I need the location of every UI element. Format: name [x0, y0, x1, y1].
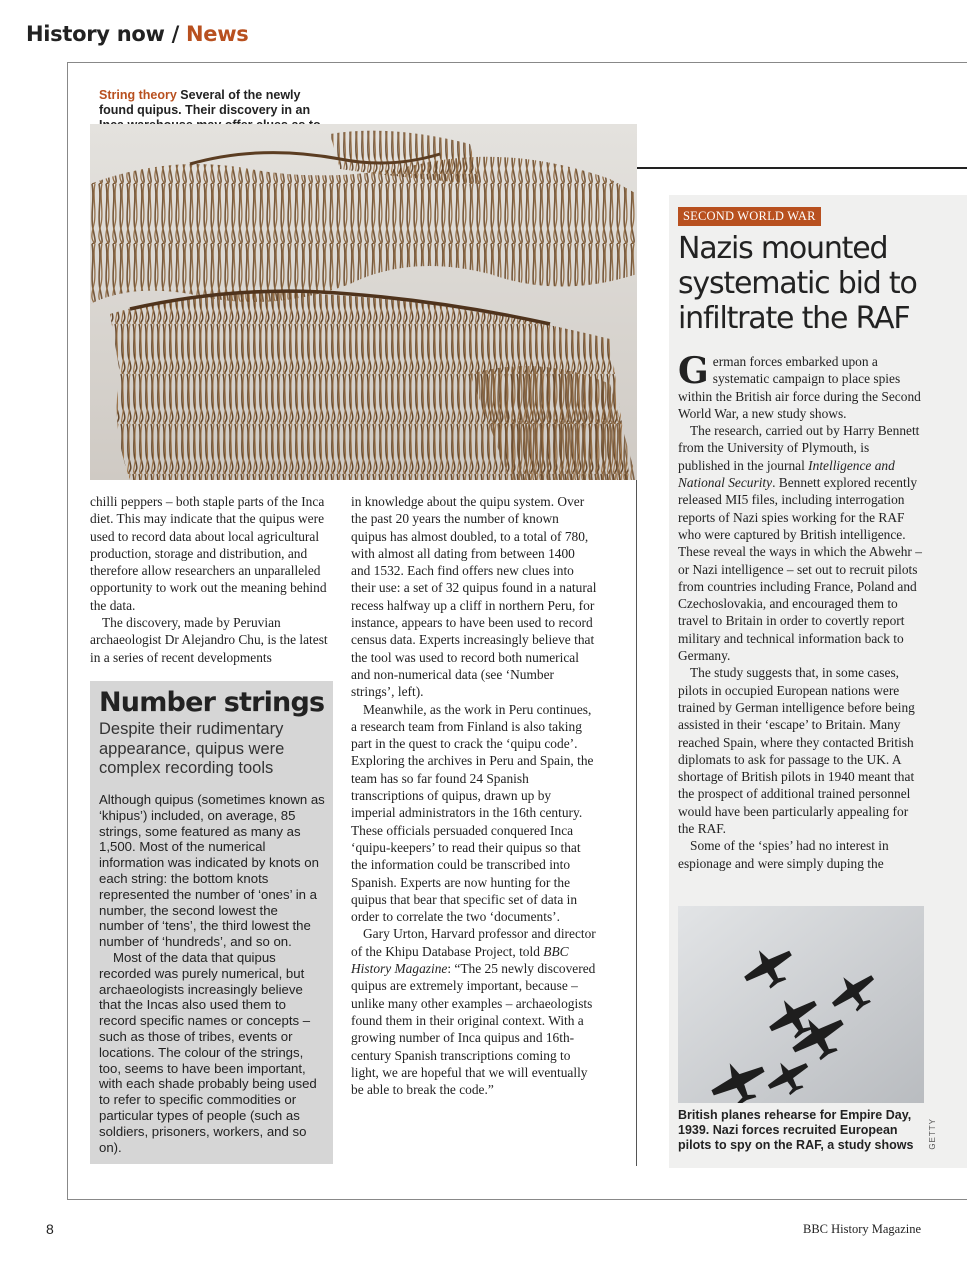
quote-lead: Gary Urton, Harvard professor and director of the Khipu Database Project, told — [351, 926, 596, 959]
photo-credit: GETTY — [928, 1118, 937, 1150]
planes-photo-caption: British planes rehearse for Empire Day, 1939. Nazi forces recruited European pilots to spy on the RAF, a study shows — [678, 1108, 914, 1152]
page-header — [26, 22, 249, 46]
article-paragraph: Some of the ‘spies’ had no interest in espionage and were simply duping the — [678, 838, 889, 871]
article-paragraph: The study suggests that, in some cases, pilots in occupied European nations were trained by German intelligence before being assisted in their ‘escape’ to Britain. Many reached Spain, where they contacted British diplomats to ask for passage to the UK. A shortage of British pilots in 1940 meant that the prospect of additional trained personnel would have been particularly appealing for the RAF. — [678, 665, 915, 837]
box-paragraph: Most of the data that quipus recorded was purely numerical, but archaeologists increasingly believe that the Incas also used them to record specific names or concepts – such as those of tribes, events or locations. The colour of the strings, too, seems to have been important, with each shade probably being used to refer to specific commodities or particular types of people (such as soldiers, prisoners, workers, and so on). — [99, 949, 317, 1155]
caption-text: Several of the newly found quipus. Their discovery in an — [99, 88, 311, 117]
article-paragraph-quote — [351, 925, 597, 1098]
magazine-title: BBC History Magazine — [351, 943, 569, 977]
section-name: History now — [26, 22, 165, 46]
lead-text: erman forces embarked upon a systematic campaign to place spies within the British air force during the Second World War, a new study shows. — [678, 354, 921, 421]
nazi-article-body — [678, 350, 924, 872]
article-paragraph: The discovery, made by Peruvian archaeologist Dr Alejandro Chu, is the latest in a series of recent developments — [90, 615, 328, 665]
quipu-photo — [90, 124, 637, 480]
box-title: Number strings — [99, 687, 325, 718]
article-headline: Nazis mounted systematic bid to infiltrate the RAF — [678, 231, 917, 336]
caption-lead: String theory — [99, 88, 177, 102]
page-number: 8 — [46, 1221, 54, 1237]
article-paragraph: chilli peppers – both staple parts of the Inca diet. This may indicate that the quipus were used to record data about local agricultural production, storage and distribution, and therefore allow researchers an unparalleled opportunity to work out the meaning behind the data. — [90, 494, 327, 613]
journal-title: Intelligence and National Security — [678, 457, 895, 491]
article-paragraph: in knowledge about the quipu system. Over the past 20 years the number of known quipus has almost doubled, to a total of 780, with almost all dating from between 1400 and 1532. Each find offers new clues into their use: a set of 32 quipus found in a natural recess halfway up a cliff in northern Peru, for instance, appears to have been used to record census data. Experts increasingly believe that the tool was used to record both numerical and non-numerical data (see ‘Number strings’, left). — [351, 494, 597, 700]
paragraph-text: The research, carried out by Harry Bennett from the University of Plymouth, is published in the journal — [678, 423, 920, 473]
article-paragraph — [678, 422, 924, 664]
section-kicker: SECOND WORLD WAR — [678, 207, 821, 226]
paragraph-text: . Bennett explored recently released MI5 files, including interrogation reports of Nazi spies working for the RAF who were captured by British intelligence. These reveal the ways in which the Abwehr – or Nazi intelligence – set out to recruit pilots from countries including France, Poland and Czechoslovakia, and encouraged them to travel to Britain in order to covertly report military and technical information back to Germany. — [678, 475, 922, 664]
drop-cap: G — [678, 350, 709, 392]
subsection-name: News — [185, 22, 249, 46]
quipu-article-column-1 — [90, 493, 335, 666]
box-paragraph: Although quipus (sometimes known as ‘khipus’) included, on average, 85 strings, some featured as many as 1,500. Most of the numerical information was indicated by knots on each string: the bottom knots represented the number of ‘ones’ in a number, the second lowest the number of ‘tens’, the third lowest the number of ‘hundreds’, and so on. — [99, 792, 325, 950]
quipu-illustration — [90, 124, 637, 480]
frame-bottom-rule — [67, 1199, 967, 1200]
frame-left-rule — [67, 62, 68, 1200]
sidebar-top-rule — [636, 167, 967, 169]
article-paragraph: Meanwhile, as the work in Peru continues, a research team from Finland is also taking part in the quest to crack the ‘quipu code’. Exploring the archives in Peru and Spain, the team has so far found 24 Spanish transcriptions of quipus, drawn up by imperial administrators in the 16th century. These officials persuaded conquered Inca ‘quipu-keepers’ to read their quipus so that the information could be transcribed into Spanish. Experts are now hunting for the quipus that bear that specific set of data in order to correlate the two ‘documents’. — [351, 701, 594, 925]
magazine-name: BBC History Magazine — [803, 1222, 922, 1236]
quote-text: : “The 25 newly discovered quipus are extremely important, because – unlike many other examples – archaeologists found them in their original context. With a growing number of Inca quipus and 16th-century Spanish transcriptions coming to light, we are hopeful that we will eventually be able to break the code.” — [351, 961, 596, 1098]
planes-photo — [678, 906, 924, 1103]
box-subtitle: Despite their rudimentary appearance, quipus were complex recording tools — [99, 720, 285, 777]
header-separator: / — [171, 22, 179, 46]
frame-top-rule — [68, 62, 967, 63]
planes-illustration — [678, 906, 924, 1103]
column-divider — [636, 480, 637, 1166]
article-paragraph — [678, 350, 924, 422]
quipu-article-column-2 — [351, 493, 597, 1098]
box-body — [99, 792, 325, 1155]
